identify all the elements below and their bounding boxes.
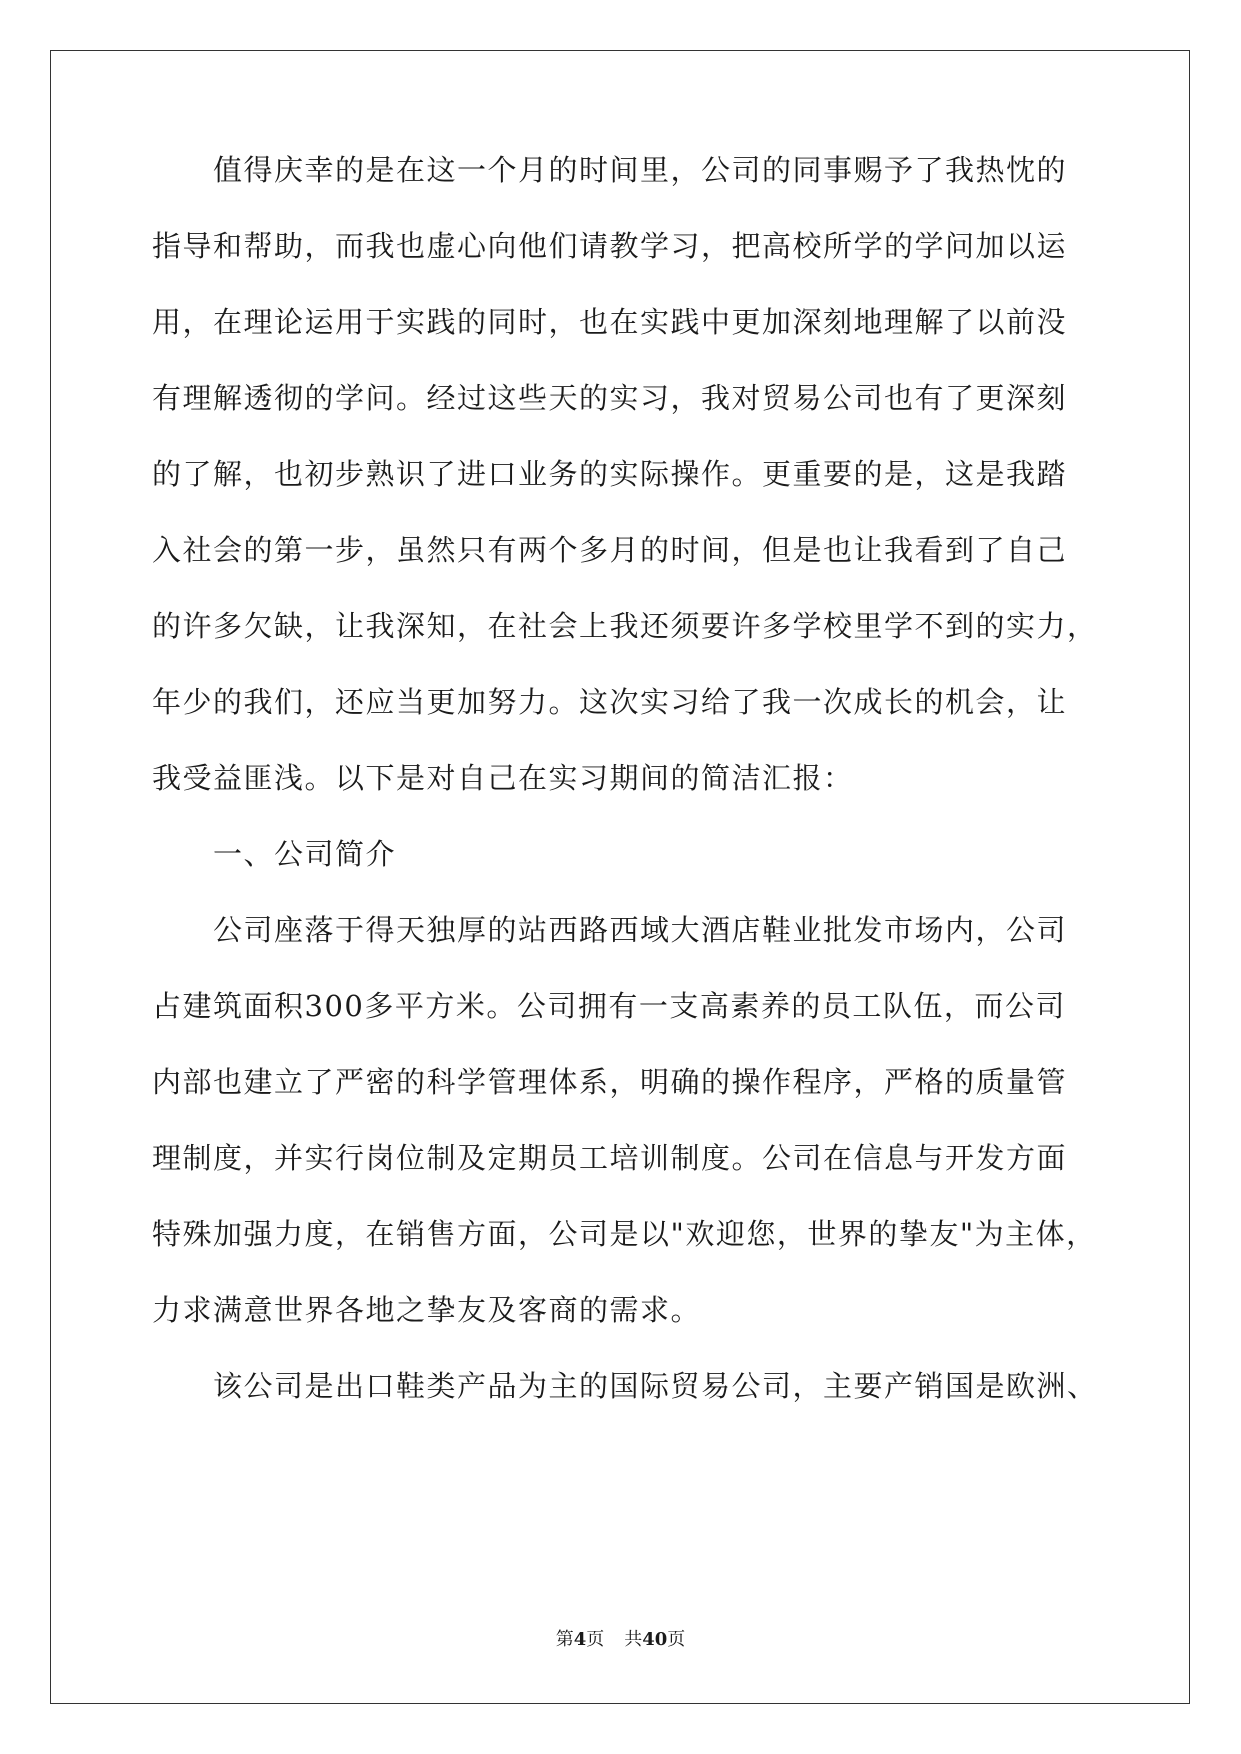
page-footer bbox=[0, 1628, 1241, 1652]
paragraph-line: 该公司是出口鞋类产品为主的国际贸易公司，主要产销国是欧洲、 bbox=[213, 1369, 1098, 1403]
paragraph-line: 占建筑面积300多平方米。公司拥有一支高素养的员工队伍，而公司 bbox=[152, 989, 1066, 1023]
page-label-prefix: 第 bbox=[555, 1629, 574, 1650]
page-border bbox=[50, 50, 1190, 1704]
paragraph-line: 理制度，并实行岗位制及定期员工培训制度。公司在信息与开发方面 bbox=[152, 1141, 1068, 1175]
page-label-suffix: 页 bbox=[586, 1629, 605, 1650]
section-heading: 一、公司简介 bbox=[213, 837, 397, 871]
paragraph-line: 指导和帮助，而我也虚心向他们请教学习，把高校所学的学问加以运 bbox=[152, 229, 1068, 263]
paragraph-line: 有理解透彻的学问。经过这些天的实习，我对贸易公司也有了更深刻 bbox=[152, 381, 1068, 415]
paragraph-line: 特殊加强力度，在销售方面，公司是以"欢迎您，世界的挚友"为主体， bbox=[152, 1217, 1097, 1251]
total-pages: 40 bbox=[642, 1629, 668, 1650]
paragraph-line: 我受益匪浅。以下是对自己在实习期间的简洁汇报： bbox=[152, 761, 854, 795]
paragraph-line: 年少的我们，还应当更加努力。这次实习给了我一次成长的机会，让 bbox=[152, 685, 1068, 719]
total-label-prefix: 共 bbox=[624, 1629, 643, 1650]
paragraph-line: 用，在理论运用于实践的同时，也在实践中更加深刻地理解了以前没 bbox=[152, 305, 1068, 339]
page-number: 4 bbox=[573, 1629, 587, 1650]
total-label-suffix: 页 bbox=[667, 1629, 686, 1650]
paragraph-line: 入社会的第一步，虽然只有两个多月的时间，但是也让我看到了自己 bbox=[152, 533, 1068, 567]
paragraph-line: 的了解，也初步熟识了进口业务的实际操作。更重要的是，这是我踏 bbox=[152, 457, 1068, 491]
paragraph-line: 值得庆幸的是在这一个月的时间里，公司的同事赐予了我热忱的 bbox=[213, 153, 1068, 187]
paragraph-line: 力求满意世界各地之挚友及客商的需求。 bbox=[152, 1293, 702, 1327]
paragraph-line: 内部也建立了严密的科学管理体系，明确的操作程序，严格的质量管 bbox=[152, 1065, 1068, 1099]
paragraph-line: 公司座落于得天独厚的站西路西域大酒店鞋业批发市场内，公司 bbox=[213, 913, 1068, 947]
paragraph-line: 的许多欠缺，让我深知，在社会上我还须要许多学校里学不到的实力， bbox=[152, 609, 1098, 643]
